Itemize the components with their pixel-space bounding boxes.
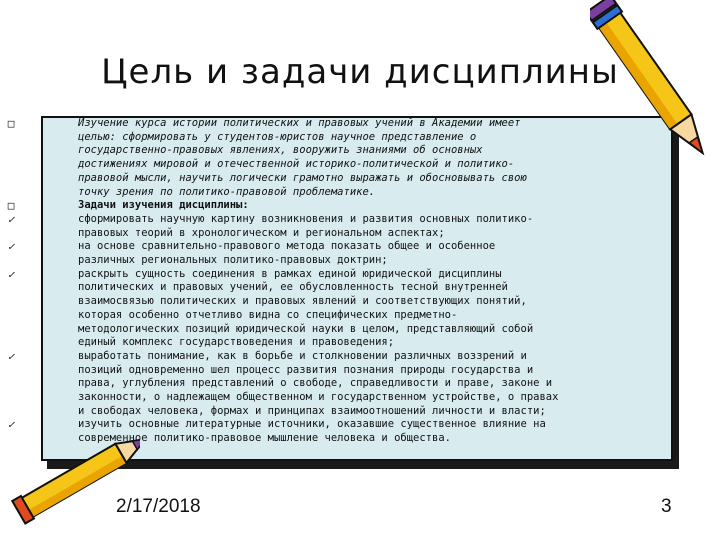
list-item-line: законности, о надлежащем общественном и государственном устройстве, о правах (78, 391, 559, 404)
list-item-line: позиций одновременно шел процесс развития познания природы государства и (78, 363, 534, 376)
slide-title: Цель и задачи дисциплины (101, 52, 619, 92)
list-item-line: взаимосвязью политических и правовых явлений и соответствующих понятий, (78, 295, 527, 308)
list-item-line: современное политико-правовое мышление человека и общества. (78, 432, 451, 445)
list-item-line: раскрыть сущность соединения в рамках единой юридической дисциплины (78, 267, 502, 280)
slide-date: 2/17/2018 (116, 496, 201, 517)
list-item-line: правовых теорий в хронологическом и региональном аспектах; (78, 226, 445, 239)
list-item-line: и свободах человека, формах и принципах взаимоотношений личности и власти; (78, 404, 546, 417)
list-item-line: которая особенно отчетливо видна со специфических предметно- (78, 308, 458, 321)
list-item-line: выработать понимание, как в борьбе и столкновении различных воззрений и (78, 349, 527, 362)
checkmark-bullet-icon (4, 213, 18, 227)
list-item (48, 418, 668, 445)
checkmark-bullet-icon (4, 240, 18, 254)
list-item (48, 213, 668, 240)
list-item-line: различных региональных политико-правовых доктрин; (78, 254, 388, 267)
pencil-icon (590, 0, 720, 170)
list-item-line: на основе сравнительно-правового метода показать общее и особенное (78, 240, 496, 253)
list-item-line: правовой мысли, научить логически грамотно выражать и обосновывать свою (78, 171, 527, 184)
checkmark-bullet-icon (4, 268, 18, 282)
square-bullet-icon (4, 117, 18, 131)
list-item-line: целью: сформировать у студентов-юристов научное представление о (78, 130, 477, 143)
list-item-line: изучить основные литературные источники, оказавшие существенное влияние на (78, 418, 546, 431)
square-bullet-icon (4, 199, 18, 213)
list-item-line: права, углубления представлений о свободе, справедливости и праве, законе и (78, 377, 553, 390)
pencil-icon (0, 430, 140, 540)
list-item-line: Изучение курса истории политических и правовых учений в Академии имеет (78, 117, 521, 129)
list-item-line: государственно-правовых явлениях, вооружить знаниями об основных (78, 144, 483, 157)
list-item (48, 117, 668, 199)
list-item (48, 350, 668, 419)
list-item-line: Задачи изучения дисциплины: (78, 199, 249, 212)
checkmark-bullet-icon (4, 350, 18, 364)
slide-page-number: 3 (661, 496, 672, 517)
list-item (48, 199, 668, 213)
list-item-line: политических и правовых учений, ее обусловленность тесной внутренней (78, 281, 508, 294)
list-item-line: достижениях мировой и отечественной историко-политической и политико- (78, 158, 515, 171)
list-item-line: единый комплекс государствоведения и правоведения; (78, 336, 395, 349)
list-item (48, 268, 668, 350)
list-item (48, 240, 668, 267)
list-item-line: методологических позиций юридической науки в целом, представляющий собой (78, 322, 534, 335)
list-item-line: точку зрения по политико-правовой проблематике. (78, 185, 376, 198)
content-list (48, 117, 668, 446)
list-item-line: сформировать научную картину возникновения и развития основных политико- (78, 212, 534, 225)
